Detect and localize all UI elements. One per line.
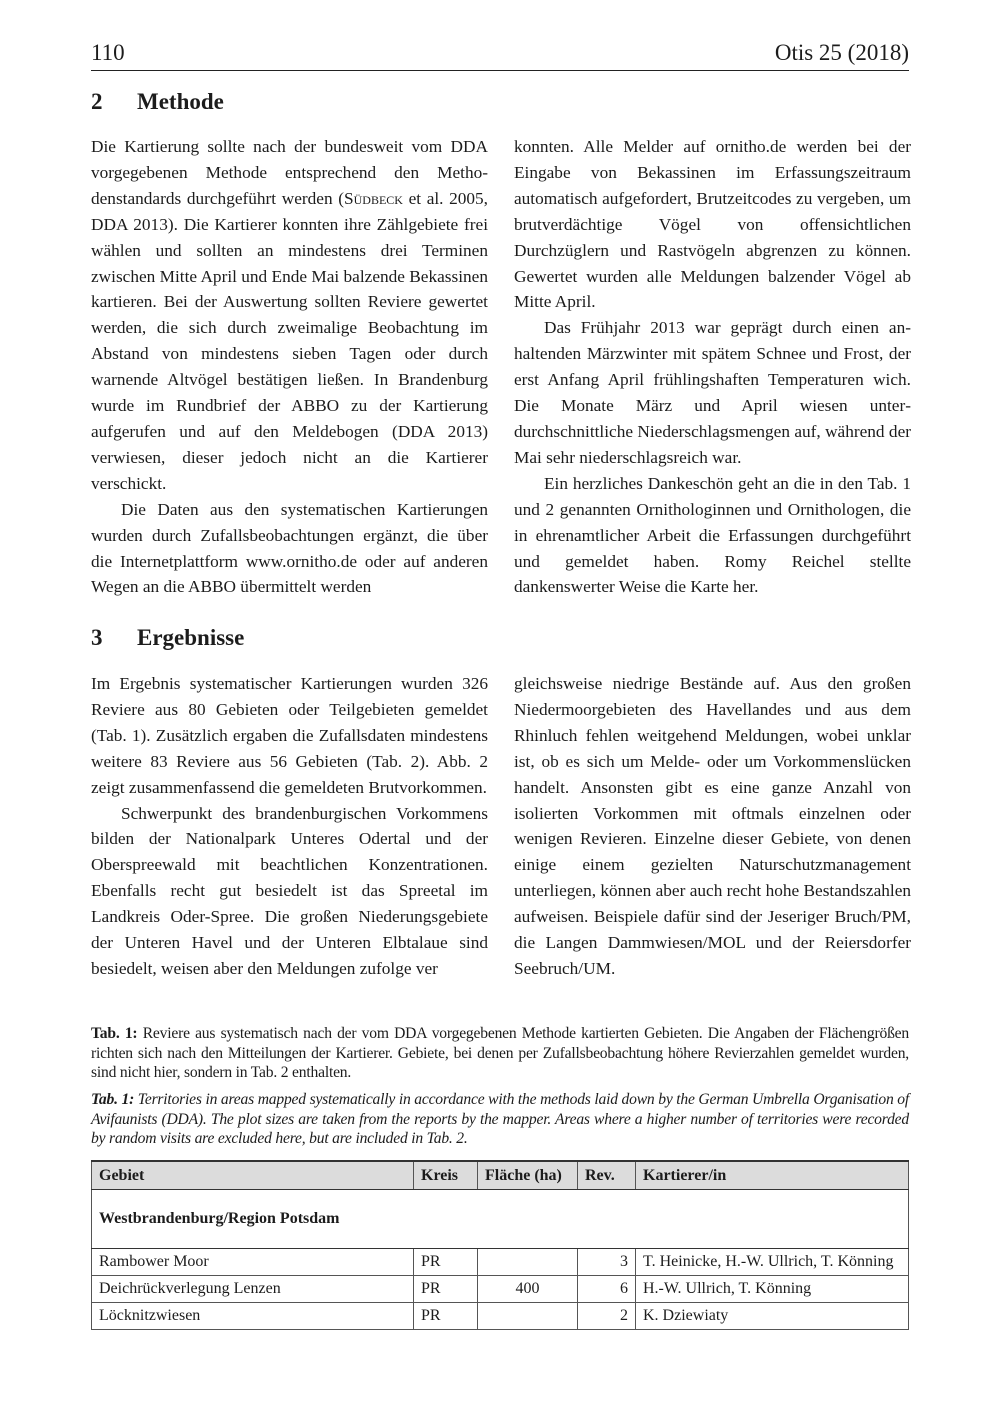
caption-label: Tab. 1: [91,1091,135,1108]
section-title: Ergebnisse [137,625,245,650]
cell-kartierer: T. Heinicke, H.-W. Ullrich, T. Könning [636,1249,909,1276]
caption-label: Tab. 1: [91,1025,138,1042]
ergebnisse-right-column [514,671,911,982]
paragraph: Ein herzliches Dankeschön geht an die in den Tab. 1 und 2 genannten Ornithologinnen und Ornithologen, die in ehrenamtlicher Arbeit die Erfassungen durchgeführt und gemeldet haben. Romy Reichel stellte dankenswerter Weise die Karte her. [514,473,911,597]
running-head [91,38,909,71]
author-citation: Südbeck [344,188,403,208]
cell-gebiet: Deichrückverlegung Lenzen [92,1276,414,1303]
text-run: et al. 2005, DDA 2013). Die Kartierer konnten ihre Zählgebiete frei wählen und sollten an mindestens drei Terminen zwischen Mitte April und Ende Mai balzende Bekassinen kartieren. Bei der Auswertung sollten Reviere gewertet werden, die sich durch zweimalige Beobachtung im Abstand von mindestens sieben Tagen oder durch warnende Altvögel bestätigen ließen. In Brandenburg wurde im Rundbrief der ABBO zu der Kartierung aufgerufen und auf den Meldebogen (DDA 2013) verwiesen, dieser jedoch nicht an die Kartierer verschickt. [91,188,489,493]
cell-kreis: PR [414,1249,478,1276]
ergebnisse-left-column [91,671,488,982]
region-label: Westbrandenburg/Region Potsdam [92,1190,909,1249]
section-title: Methode [137,89,224,114]
cell-gebiet: Rambower Moor [92,1249,414,1276]
region-row [92,1190,909,1249]
cell-rev: 3 [578,1249,636,1276]
paragraph [91,134,488,497]
column-header-flaeche: Fläche (ha) [478,1161,578,1190]
paragraph: konnten. Alle Melder auf ornitho.de werden bei der Eingabe von Bekassinen im Erfassungszeitraum automatisch aufgefordert, Brutzeitcodes zu vergeben, um brutverdächtige Vögel von offensichtlichen Durchzüglern und Rastvögeln abgrenzen zu können. Gewertet wurden alle Meldungen balzender Vögel ab Mitte April. [514,137,911,312]
cell-kartierer: H.-W. Ullrich, T. Könning [636,1276,909,1303]
table-row [92,1276,909,1303]
methode-right-column [514,134,911,600]
cell-gebiet: Löcknitzwiesen [92,1303,414,1330]
methode-left-column [91,134,488,600]
journal-citation: Otis 25 (2018) [774,40,909,65]
territories-table [91,1160,909,1330]
table-caption-german [91,1024,909,1083]
section-heading-ergebnisse [91,623,244,653]
section-number: 2 [91,89,103,114]
text-run: Die Kartierung sollte nach der bundesweit vom DDA vorgegebenen Methode entsprechend den Methodenstandards durchgeführt werden ( [91,137,488,208]
page-number: 110 [91,40,125,65]
cell-flaeche [478,1249,578,1276]
cell-kreis: PR [414,1303,478,1330]
section-heading-methode [91,87,224,117]
table-row [92,1249,909,1276]
column-header-gebiet: Gebiet [92,1161,414,1190]
column-header-kreis: Kreis [414,1161,478,1190]
paragraph: gleichsweise niedrige Bestände auf. Aus den großen Niedermoorgebieten des Havellandes und aus dem Rhinluch fehlen weitgehend Meldungen, wobei unklar ist, ob es sich um Melde- oder um Vorkommenslücken handelt. Ansonsten gibt es eine ganze Anzahl von isolierten Vorkommen mit oftmals einzelnen oder wenigen Revieren. Einzelne dieser Gebiete, von denen einige einem gezielten Naturschutzmanagement unterliegen, können aber auch recht hohe Bestandszahlen aufweisen. Beispiele dafür sind der Jeseriger Bruch/PM, die Langen Dammwiesen/MOL und der Reiersdorfer Seebruch/UM. [514,674,911,978]
table-header-row [92,1161,909,1190]
paragraph: Im Ergebnis systematischer Kartierungen wurden 326 Reviere aus 80 Gebieten oder Teilgebieten gemeldet (Tab. 1). Zusätzlich ergaben die Zufallsdaten mindestens weitere 83 Reviere aus 56 Gebieten (Tab. 2). Abb. 2 zeigt zusammenfassend die gemeldeten Brutvorkommen. [91,674,488,797]
cell-flaeche: 400 [478,1276,578,1303]
column-header-kartierer: Kartierer/in [636,1161,909,1190]
paragraph: Die Daten aus den systematischen Kartierungen wurden durch Zufallsbeobachtungen ergänzt, die über die Internetplattform www.ornitho.de oder auf anderen Wegen an die ABBO übermittelt werden [91,499,488,597]
caption-text: Reviere aus systematisch nach der vom DDA vorgegebenen Methode kartierten Gebieten. Die Angaben der Flächengrößen richten sich nach den Mitteilungen der Kartierer. Gebiete, bei denen per Zufallsbeobachtung höhere Revierzahlen gemeldet wurden, sind nicht hier, sondern in Tab. 2 enthalten. [91,1025,909,1081]
cell-rev: 2 [578,1303,636,1330]
cell-rev: 6 [578,1276,636,1303]
caption-text: Territories in areas mapped systematically in accordance with the methods laid down by the German Umbrella Organisation of Avifaunists (DDA). The plot sizes are taken from the reports by the mapper. Areas where a higher number of territories were recorded by random visits are excluded here, but are included in Tab. 2. [91,1091,910,1147]
column-header-rev: Rev. [578,1161,636,1190]
cell-kartierer: K. Dziewiaty [636,1303,909,1330]
paragraph: Das Frühjahr 2013 war geprägt durch einen anhaltenden Märzwinter mit spätem Schnee und Frost, der erst Anfang April frühlingshaften Temperaturen wich. Die Monate März und April wiesen unterdurchschnittliche Niederschlagsmengen auf, während der Mai sehr niederschlagsreich war. [514,318,911,467]
cell-flaeche [478,1303,578,1330]
table-row [92,1303,909,1330]
table-caption-english [91,1090,909,1149]
cell-kreis: PR [414,1276,478,1303]
paragraph: Schwerpunkt des brandenburgischen Vorkommens bilden der Nationalpark Unteres Odertal und der Oberspreewald mit beachtlichen Konzentrationen. Ebenfalls recht gut besiedelt ist das Spreetal im Landkreis Oder-Spree. Die großen Niederungsgebiete der Unteren Havel und der Unteren Elbtalaue sind besiedelt, weisen aber den Meldungen zufolge ver [91,803,488,978]
section-number: 3 [91,625,103,650]
